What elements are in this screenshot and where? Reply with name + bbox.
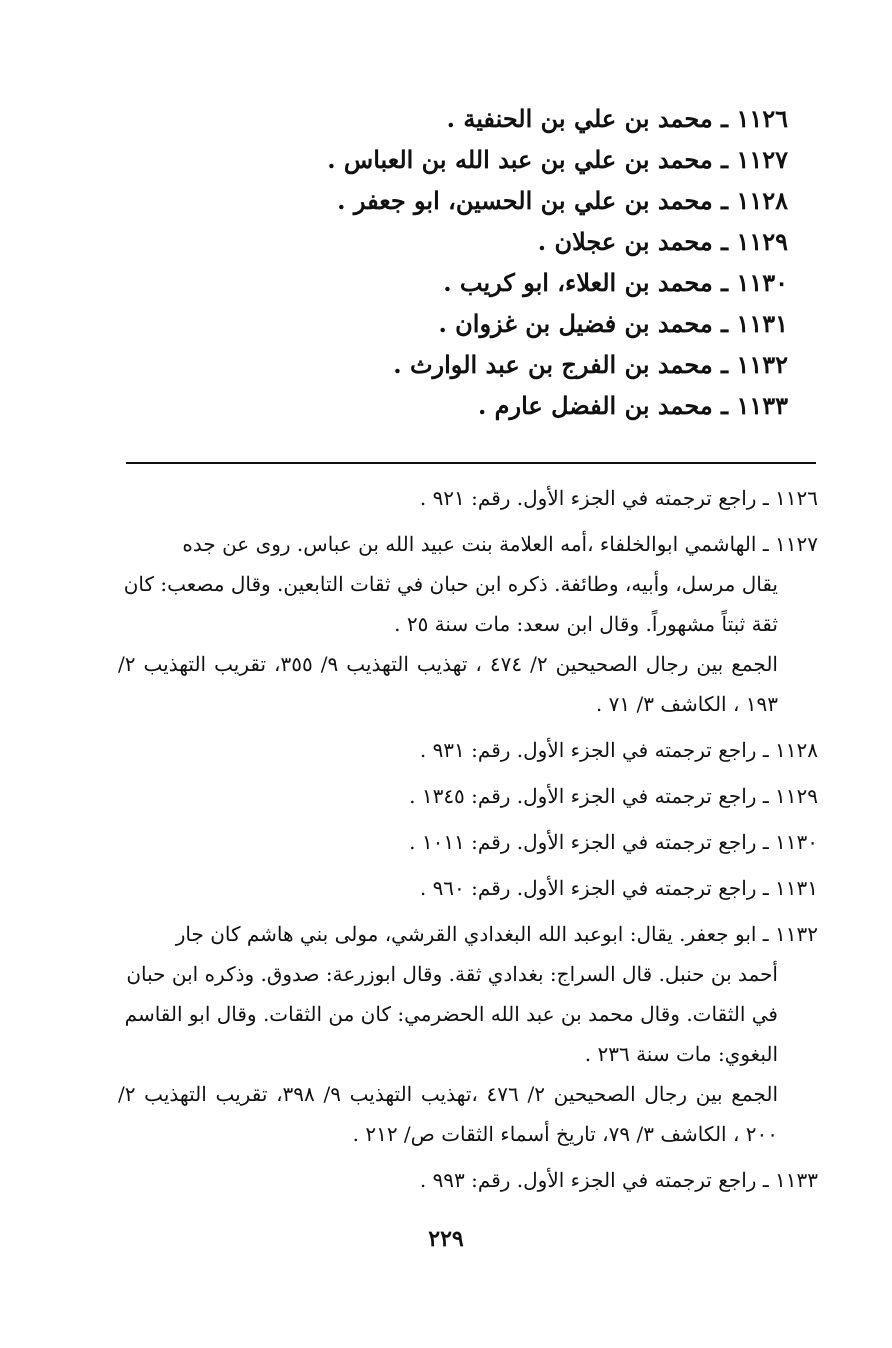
footnote-1133 bbox=[118, 1160, 818, 1200]
entry-1133: ١١٣٣ ـ محمد بن الفضل عارم . bbox=[477, 391, 788, 420]
footnote-1127 bbox=[118, 524, 818, 724]
footnote-text: ١١٢٧ ـ الهاشمي ابوالخلفاء ،أمه العلامة بنت عبيد الله بن عباس. روى عن جده bbox=[182, 532, 818, 556]
footnote-text: ١١٣٣ ـ راجع ترجمته في الجزء الأول. رقم: ٩٩٣ . bbox=[419, 1168, 818, 1192]
footnote-continuation bbox=[118, 954, 818, 1154]
footnote-body: يقال مرسل، وأبيه، وطائفة. ذكره ابن حبان في ثقات التابعين. وقال مصعب: كان ثقة ثبتاً مشهوراً. وقال ابن سعد: مات سنة ٢٥ . bbox=[123, 572, 778, 636]
footnote-references: الجمع بين رجال الصحيحين ٢/ ٤٧٦ ،تهذيب التهذيب ٩/ ٣٩٨، تقريب التهذيب ٢/ ٢٠٠ ، الكاشف ٣/ ٧٩، تاريخ أسماء الثقات ص/ ٢١٢ . bbox=[118, 1082, 778, 1146]
footnote-1130 bbox=[118, 822, 818, 862]
page-number: ٢٢٩ bbox=[428, 1226, 464, 1252]
footnote-body: أحمد بن حنبل. قال السراج: بغدادي ثقة. وقال ابوزرعة: صدوق. وذكره ابن حبان في الثقات. وقال محمد بن عبد الله الحضرمي: كان من الثقات. وقال ابو القاسم البغوي: مات سنة ٢٣٦ . bbox=[124, 962, 778, 1066]
entry-1130: ١١٣٠ ـ محمد بن العلاء، ابو كريب . bbox=[443, 268, 788, 297]
footnotes bbox=[118, 478, 818, 1206]
footnote-1131 bbox=[118, 868, 818, 908]
entry-list bbox=[228, 98, 788, 426]
footnote-1129 bbox=[118, 776, 818, 816]
footnote-text: ١١٣٢ ـ ابو جعفر. يقال: ابوعبد الله البغدادي القرشي، مولى بني هاشم كان جار bbox=[175, 922, 818, 946]
footnote-text: ١١٢٦ ـ راجع ترجمته في الجزء الأول. رقم: ٩٢١ . bbox=[419, 486, 818, 510]
footnote-text: ١١٣١ ـ راجع ترجمته في الجزء الأول. رقم: ٩٦٠ . bbox=[419, 876, 818, 900]
entry-1129: ١١٢٩ ـ محمد بن عجلان . bbox=[537, 227, 788, 256]
footnote-text: ١١٢٨ ـ راجع ترجمته في الجزء الأول. رقم: ٩٣١ . bbox=[419, 738, 818, 762]
entry-1127: ١١٢٧ ـ محمد بن علي بن عبد الله بن العباس . bbox=[327, 145, 788, 174]
entry-1132: ١١٣٢ ـ محمد بن الفرج بن عبد الوارث . bbox=[393, 350, 788, 379]
footnote-references: الجمع بين رجال الصحيحين ٢/ ٤٧٤ ، تهذيب التهذيب ٩/ ٣٥٥، تقريب التهذيب ٢/ ١٩٣ ، الكاشف ٣/ ٧١ . bbox=[118, 652, 778, 716]
entry-1131: ١١٣١ ـ محمد بن فضيل بن غزوان . bbox=[438, 309, 788, 338]
footnote-1128 bbox=[118, 730, 818, 770]
footnote-continuation bbox=[118, 564, 818, 724]
footnote-text: ١١٢٩ ـ راجع ترجمته في الجزء الأول. رقم: ١٣٤٥ . bbox=[409, 784, 818, 808]
entry-1128: ١١٢٨ ـ محمد بن علي بن الحسين، ابو جعفر . bbox=[337, 186, 788, 215]
footnote-1132 bbox=[118, 914, 818, 1154]
footnote-text: ١١٣٠ ـ راجع ترجمته في الجزء الأول. رقم: ١٠١١ . bbox=[409, 830, 818, 854]
footnote-1126 bbox=[118, 478, 818, 518]
footnote-divider bbox=[126, 462, 816, 464]
entry-1126: ١١٢٦ ـ محمد بن علي بن الحنفية . bbox=[446, 104, 788, 133]
